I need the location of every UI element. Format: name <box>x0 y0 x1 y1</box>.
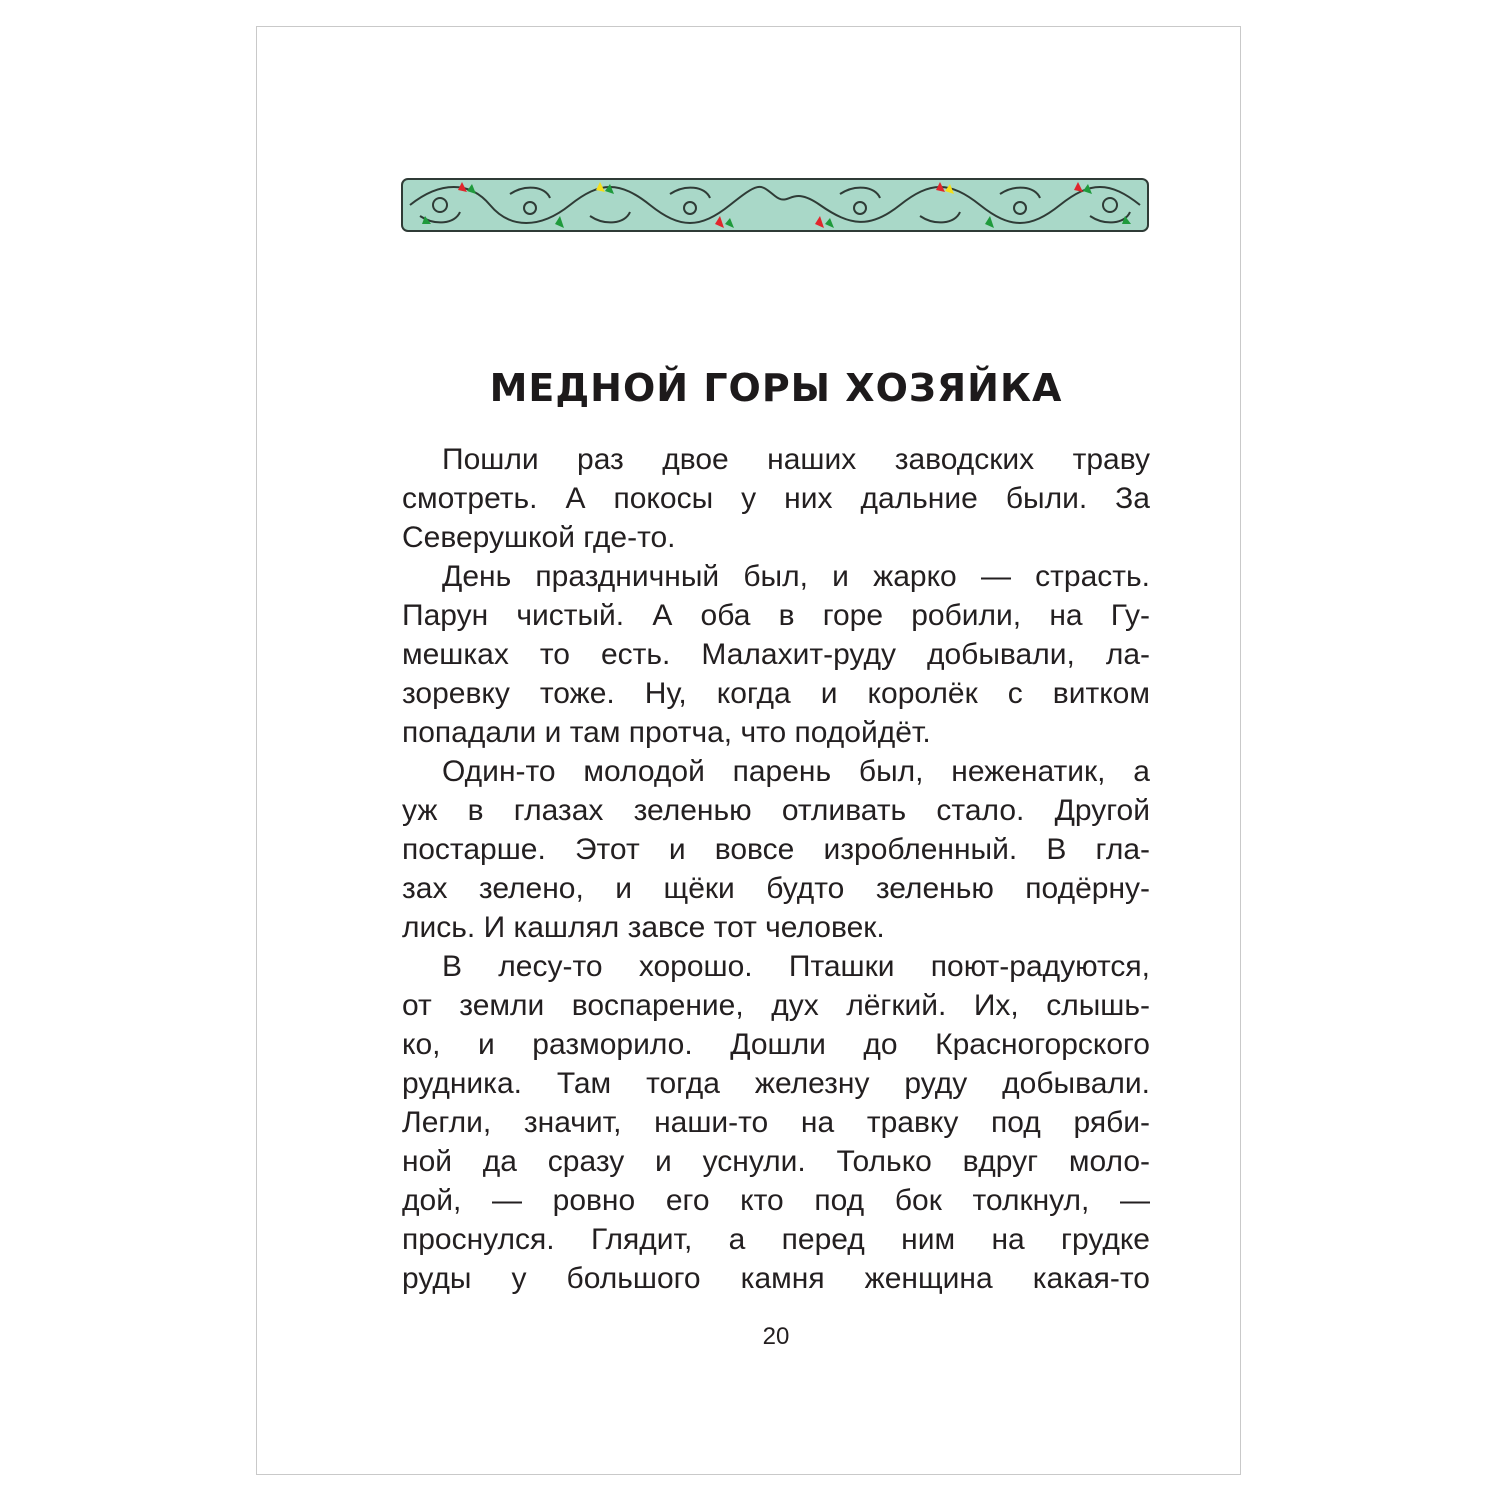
paragraph <box>402 557 1150 752</box>
text-line: Северушкой где-то. <box>402 521 676 554</box>
paragraph <box>402 947 1150 1298</box>
text-line: ко, и разморило. Дошли до Красногорского <box>402 1028 1150 1061</box>
text-line: мешках то есть. Малахит-руду добывали, ла- <box>402 638 1150 671</box>
text-line: зоревку тоже. Ну, когда и королёк с витком <box>402 677 1150 710</box>
floral-ornament-icon <box>400 176 1150 234</box>
text-line: проснулся. Глядит, а перед ним на грудке <box>402 1223 1150 1256</box>
story-title: МЕДНОЙ ГОРЫ ХОЗЯЙКА <box>489 366 1063 410</box>
story-text <box>402 440 1150 1298</box>
text-line: Парун чистый. А оба в горе робили, на Гу- <box>402 599 1150 632</box>
text-line: рудника. Там тогда железну руду добывали. <box>402 1067 1150 1100</box>
text-line: от земли воспарение, дух лёгкий. Их, слышь- <box>402 989 1150 1022</box>
text-line: ной да сразу и уснули. Только вдруг моло- <box>402 1145 1150 1178</box>
text-line: День праздничный был, и жарко — страсть. <box>442 560 1150 593</box>
text-line: Пошли раз двое наших заводских траву <box>442 443 1150 476</box>
text-line: попадали и там протча, что подойдёт. <box>402 716 931 749</box>
text-line: смотреть. А покосы у них дальние были. За <box>402 482 1150 515</box>
text-line: зах зелено, и щёки будто зеленью подёрну- <box>402 872 1150 905</box>
text-line: уж в глазах зеленью отливать стало. Другой <box>402 794 1150 827</box>
paragraph <box>402 440 1150 557</box>
paragraph <box>402 752 1150 947</box>
text-line: лись. И кашлял завсе тот человек. <box>402 911 885 944</box>
text-line: Легли, значит, наши-то на травку под ряби- <box>402 1106 1150 1139</box>
text-line: руды у большого камня женщина какая-то <box>402 1262 1150 1295</box>
text-line: постарше. Этот и вовсе изробленный. В гла- <box>402 833 1150 866</box>
text-line: В лесу-то хорошо. Пташки поют-радуются, <box>442 950 1150 983</box>
page-number: 20 <box>762 1323 790 1350</box>
text-line: дой, — ровно его кто под бок толкнул, — <box>402 1184 1150 1217</box>
text-line: Один-то молодой парень был, неженатик, а <box>442 755 1150 788</box>
